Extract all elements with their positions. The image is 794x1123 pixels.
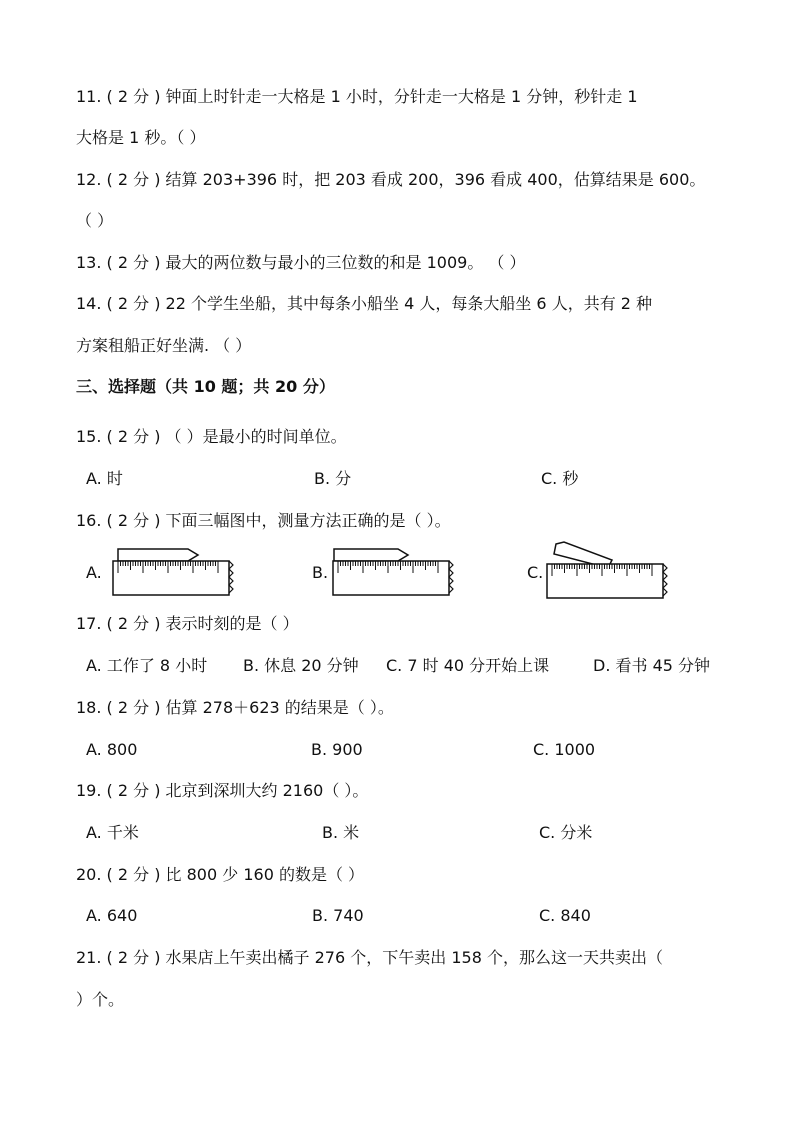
ruler-a-drawing [110,545,240,601]
q15-option-c[interactable]: C. 秒 [541,469,579,488]
ruler-b-drawing [330,545,460,601]
q21-line1: 21. ( 2 分 ) 水果店上午卖出橘子 276 个，下午卖出 158 个，那么这一天共卖出（ [76,948,663,967]
q16-option-b[interactable]: B. [312,563,329,582]
q17-option-b[interactable]: B. 休息 20 分钟 [243,656,359,675]
pencil-b [334,549,408,561]
q15-option-b[interactable]: B. 分 [314,469,352,488]
q15-text: 15. ( 2 分 ) （ ）是最小的时间单位。 [76,427,347,446]
ruler-figure-c [544,540,674,602]
ruler-figure-a [110,545,240,601]
q12-line1: 12. ( 2 分 ) 结算 203+396 时，把 203 看成 200，396 看成 400，估算结果是 600。 [76,170,706,189]
q12-line2: （ ） [76,211,114,230]
q15-option-a[interactable]: A. 时 [86,469,123,488]
q20-option-c[interactable]: C. 840 [539,906,591,925]
q20-option-a[interactable]: A. 640 [86,906,138,925]
q18-option-b[interactable]: B. 900 [311,740,363,759]
section-title: 三、选择题（共 10 题；共 20 分） [76,377,335,396]
q14-line1: 14. ( 2 分 ) 22 个学生坐船，其中每条小船坐 4 人，每条大船坐 6 人，共有 2 种 [76,294,653,313]
q16-option-c[interactable]: C. [527,563,544,582]
q19-option-a[interactable]: A. 千米 [86,823,139,842]
q19-option-c[interactable]: C. 分米 [539,823,593,842]
q18-text: 18. ( 2 分 ) 估算 278＋623 的结果是（ ）。 [76,698,394,717]
q11-line2: 大格是 1 秒。（ ） [76,128,206,147]
q16-text: 16. ( 2 分 ) 下面三幅图中，测量方法正确的是（ ）。 [76,511,451,530]
q18-option-a[interactable]: A. 800 [86,740,138,759]
q20-text: 20. ( 2 分 ) 比 800 少 160 的数是（ ） [76,865,365,884]
ruler-figure-b [330,545,460,601]
q11-line1: 11. ( 2 分 ) 钟面上时针走一大格是 1 小时，分针走一大格是 1 分钟，秒针走 1 [76,87,638,106]
q17-option-d[interactable]: D. 看书 45 分钟 [593,656,711,675]
q17-option-c[interactable]: C. 7 时 40 分开始上课 [386,656,550,675]
q18-option-c[interactable]: C. 1000 [533,740,596,759]
q14-line2: 方案租船正好坐满. （ ） [76,336,252,355]
q19-option-b[interactable]: B. 米 [322,823,360,842]
q21-line2: ）个。 [76,990,125,1009]
ruler-c-drawing [544,540,674,602]
q17-text: 17. ( 2 分 ) 表示时刻的是（ ） [76,614,299,633]
q16-option-a[interactable]: A. [86,563,102,582]
q20-option-b[interactable]: B. 740 [312,906,364,925]
pencil-a [118,549,198,561]
q17-option-a[interactable]: A. 工作了 8 小时 [86,656,208,675]
q19-text: 19. ( 2 分 ) 北京到深圳大约 2160（ ）。 [76,781,369,800]
q13-line1: 13. ( 2 分 ) 最大的两位数与最小的三位数的和是 1009。 （ ） [76,253,526,272]
